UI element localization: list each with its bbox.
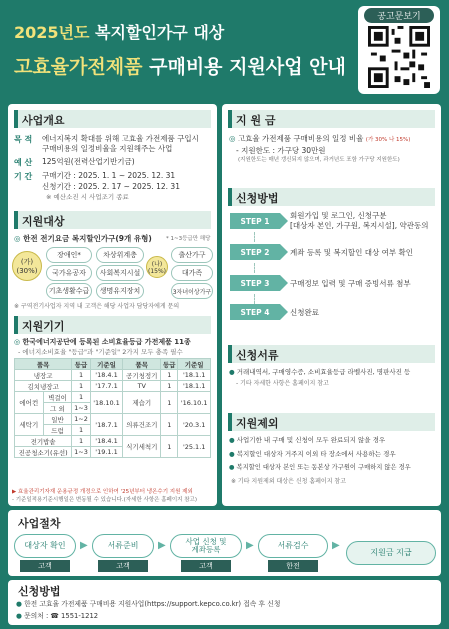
cell: 드럼 [43, 425, 72, 436]
cell: 1 [161, 381, 178, 392]
cell: 공기청정기 [123, 370, 161, 381]
cell: 1 [72, 436, 90, 447]
cell: 1~2 [72, 414, 90, 425]
target-pill: 장애인* [46, 247, 92, 263]
step-1-text-2: [대상자 본인, 가구원, 복지시설], 약관동의 [290, 221, 429, 230]
col-item-2: 품목 [123, 359, 161, 370]
budget-text: 125억원(전력산업기반기금) [42, 157, 135, 166]
section-title-process: 사업절차 [18, 517, 61, 530]
arrow-right-icon: ▶ [332, 540, 340, 551]
target-pill: 기초생활수급 [46, 283, 92, 299]
process-step-2: 서류준비 [92, 534, 154, 558]
support-line-1 [229, 134, 410, 144]
cell: 식기세척기 [123, 436, 161, 458]
title-target: 복지할인가구 대상 [95, 23, 225, 42]
cell: '18.4.1 [90, 370, 123, 381]
step-4-text: 신청완료 [290, 308, 319, 317]
table-header-row [15, 359, 211, 370]
col-date-2: 기준일 [178, 359, 211, 370]
section-title-overview: 사업개요 [22, 114, 65, 127]
title-line-2 [14, 52, 346, 79]
arrow-right-icon: ▶ [158, 540, 166, 551]
target-headline [14, 234, 152, 243]
cell: 1 [161, 436, 178, 458]
cell: '18.10.1 [90, 392, 123, 414]
target-pill: 3자녀이상가구 [171, 283, 213, 299]
cell: TV [123, 381, 161, 392]
docs-line-1 [229, 368, 410, 376]
cell: 1~3 [72, 447, 90, 458]
purpose-text-2: 구매비용의 일정비율을 지원해주는 사업 [42, 144, 173, 153]
target-pill: 국가유공자 [46, 265, 92, 281]
devices-note-1: ▶ 효율관리기자재 운용규정 개정으로 인하여 '25년부터 냉온수기 지원 제외 [12, 489, 193, 495]
step-connector [254, 232, 255, 242]
bullet-icon: ● [229, 368, 235, 376]
exclude-item [229, 464, 411, 472]
section-title-howto: 신청방법 [18, 585, 61, 598]
step-3-label: STEP 3 [230, 275, 280, 291]
col-item: 품목 [15, 359, 72, 370]
cell: 진공청소기(유선) [15, 447, 72, 458]
bullet-icon: ◎ [14, 234, 21, 243]
cell: '18.1.1 [178, 370, 211, 381]
period-label: 기 간 [14, 172, 33, 181]
target-footnote: ※ 구역전기사업자 지역 내 고객은 해당 사업자 담당자에게 문의 [14, 303, 180, 310]
col-grade: 등급 [72, 359, 90, 370]
cell: 1 [72, 370, 90, 381]
target-grade-note: * 1~3등급만 해당 [166, 236, 211, 242]
cell: 1 [72, 381, 90, 392]
section-title-target: 지원대상 [22, 215, 65, 228]
cell: '17.7.1 [90, 381, 123, 392]
cell: '25.1.1 [178, 436, 211, 458]
process-step-1: 대상자 확인 [14, 534, 76, 558]
devices-sub: - 에너지소비효율 "등급"과 "기준일" 2가지 모두 충족 필수 [18, 348, 183, 356]
docs-line-2: - 기타 자세한 사항은 홈페이지 참고 [236, 380, 329, 387]
step-1-label: STEP 1 [230, 213, 280, 229]
process-step-4: 서류검수 [258, 534, 328, 558]
bullet-icon: ◎ [14, 338, 21, 346]
cell: '16.10.1 [178, 392, 211, 414]
step-connector [254, 294, 255, 304]
devices-headline [14, 338, 191, 347]
cell: 1 [161, 392, 178, 414]
bullet-icon: ● [16, 612, 22, 620]
target-pill: 생명유지장치 [96, 283, 144, 299]
exclude-item [229, 450, 396, 458]
period-text-1: 구매기간 : 2025. 1. 1 ~ 2025. 12. 31 [42, 171, 176, 180]
target-headline-text: 한전 전기요금 복지할인가구(9개 유형) [23, 234, 152, 243]
group-b-circle: (나) (15%) [146, 256, 168, 278]
step-4-label: STEP 4 [230, 304, 280, 320]
howto-line-1 [16, 600, 280, 608]
process-step-3: 사업 신청 및 계좌등록 [170, 534, 242, 558]
target-pill: 대가족 [171, 265, 213, 281]
howto-line-2 [16, 612, 98, 620]
period-text-2: 신청기간 : 2025. 2. 17 ~ 2025. 12. 31 [42, 182, 180, 191]
target-pill: 출산가구 [171, 247, 213, 263]
cell: 1 [72, 425, 90, 436]
step-2-label: STEP 2 [230, 244, 280, 260]
table-row [15, 392, 211, 403]
step-1-text: 회원가입 및 로그인, 신청구분 [290, 211, 387, 220]
table-row [15, 381, 211, 392]
support-line-1-text: 고효율 가전제품 구매비용의 일정 비율 [237, 134, 364, 143]
qr-label[interactable]: 공고문보기 [364, 8, 434, 23]
process-step-2-who: 고객 [98, 560, 148, 572]
exclude-item-text: 사업기한 내 구매 및 신청이 모두 완료되지 않을 경우 [236, 436, 386, 444]
col-date: 기준일 [90, 359, 123, 370]
cell: 1~3 [72, 403, 90, 414]
table-row [15, 436, 211, 447]
exclude-item [229, 436, 385, 444]
cell: '18.1.1 [178, 381, 211, 392]
cell: 에어컨 [15, 392, 44, 414]
cell: 전기밥솥 [15, 436, 72, 447]
cell: 세탁기 [15, 414, 44, 436]
bullet-icon: ● [16, 600, 22, 608]
purpose-text-1: 에너지복지 확대를 위해 고효율 가전제품 구입시 [42, 134, 199, 143]
docs-line-1-text: 거래내역서, 구매영수증, 소비효율등급 라벨사진, 명판사진 등 [236, 368, 411, 376]
bullet-icon: ● [229, 450, 235, 458]
arrow-right-icon: ▶ [80, 540, 88, 551]
support-rate-note: (가 30% 나 15%) [365, 137, 411, 143]
cell: 의류건조기 [123, 414, 161, 436]
section-title-support: 지 원 금 [236, 114, 276, 127]
devices-headline-text: 한국에너지공단에 등록된 소비효율등급 가전제품 11종 [22, 338, 191, 346]
cell: 벽걸이 [43, 392, 72, 403]
cell: 제습기 [123, 392, 161, 414]
cell: 김치냉장고 [15, 381, 72, 392]
support-line-3: (지원한도는 매년 갱신되지 않으며, 과거년도 포함 가구당 지원한도) [238, 157, 400, 163]
cell: '18.7.1 [90, 414, 123, 436]
step-connector [254, 263, 255, 273]
header [0, 0, 449, 98]
devices-table [14, 358, 211, 458]
target-pill: 사회복지시설 [96, 265, 144, 281]
section-title-apply: 신청방법 [236, 192, 279, 205]
exclude-item-text: 복지할인 대상자 본인 또는 동본상 가구원이 구매하지 않은 경우 [236, 464, 411, 471]
howto-line-1-text[interactable]: 한전 고효율 가전제품 구매비용 지원사업(https://support.kepco.co.kr) 접속 후 신청 [24, 600, 281, 608]
process-step-4-who: 한전 [268, 560, 318, 572]
title-product: 고효율가전제품 [14, 56, 143, 78]
process-step-3-who: 고객 [181, 560, 231, 572]
group-a-circle: (가) (30%) [12, 251, 42, 281]
devices-note-2: - 기준일적용기준시행일은 변동될 수 있습니다.(자세한 사항은 홈페이지 참고) [12, 497, 197, 503]
section-title-exclude: 지원제외 [236, 417, 279, 430]
cell: '18.4.1 [90, 436, 123, 447]
cell: '19.1.1 [90, 447, 123, 458]
col-grade-2: 등급 [161, 359, 178, 370]
bullet-icon: ◎ [229, 134, 236, 143]
budget-label: 예 산 [14, 158, 33, 167]
arrow-right-icon: ▶ [246, 540, 254, 551]
cell: 일반 [43, 414, 72, 425]
step-2-text: 계좌 등록 및 복지할인 대상 여부 확인 [290, 248, 413, 257]
process-step-5: 지원금 지급 [346, 541, 436, 565]
cell: 그 외 [43, 403, 72, 414]
period-note: ※ 예산소진 시 사업조기 종료 [46, 193, 129, 201]
cell: 1 [72, 392, 90, 403]
cell: 냉장고 [15, 370, 72, 381]
table-row [15, 414, 211, 425]
section-title-devices: 지원기기 [22, 320, 65, 333]
exclude-note: ※ 기타 지원제외 대상은 신청 홈페이지 참고 [231, 478, 347, 485]
bullet-icon: ● [229, 436, 235, 444]
process-step-1-who: 고객 [20, 560, 70, 572]
title-line-1 [14, 20, 224, 43]
support-line-2: - 지원한도 : 가구당 30만원 [236, 146, 326, 155]
cell: 1 [161, 370, 178, 381]
cell: 1 [161, 414, 178, 436]
purpose-label: 목 적 [14, 135, 33, 144]
exclude-item-text: 복지할인 대상자 거주지 이외 타 장소에서 사용하는 경우 [236, 450, 396, 458]
title-program: 구매비용 지원사업 안내 [149, 56, 346, 78]
target-pill: 차상위계층 [96, 247, 144, 263]
title-year: 2025년도 [14, 23, 90, 42]
bullet-icon: ● [229, 464, 235, 471]
table-row [15, 370, 211, 381]
contact-phone[interactable]: 문의처 : ☎ 1551-1212 [24, 612, 99, 620]
section-title-docs: 신청서류 [236, 349, 279, 362]
qr-code-icon[interactable] [368, 26, 430, 88]
cell: '20.3.1 [178, 414, 211, 436]
step-3-text: 구매정보 입력 및 구매 증빙서류 첨부 [290, 279, 411, 288]
